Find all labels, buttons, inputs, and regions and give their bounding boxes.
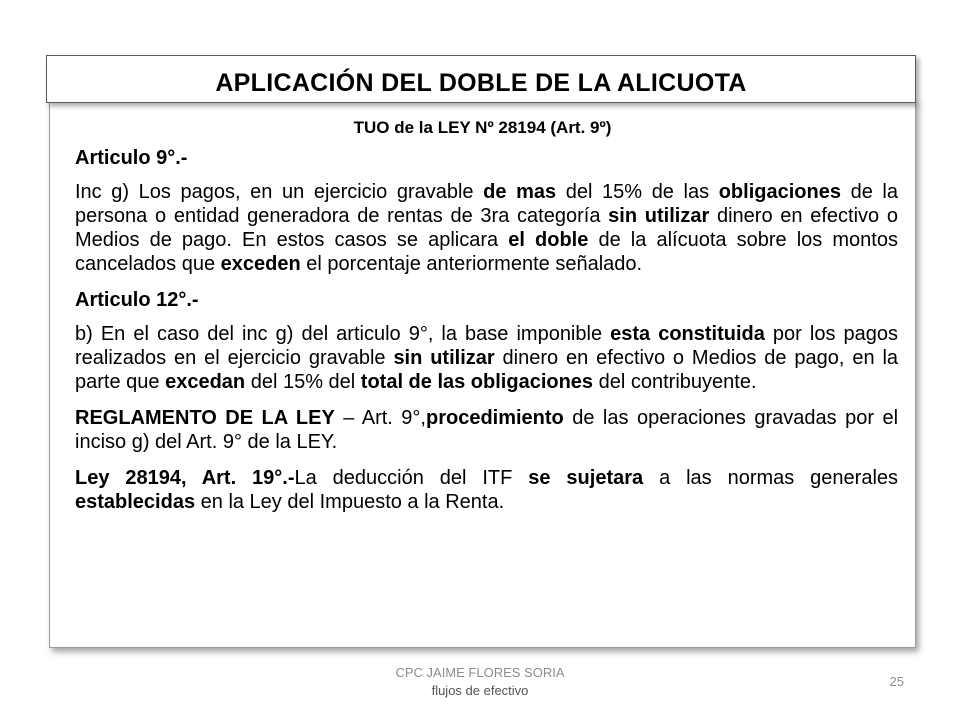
footer-author: CPC JAIME FLORES SORIA bbox=[395, 665, 565, 680]
article-12-paragraph bbox=[75, 322, 898, 394]
bold-run: REGLAMENTO DE LA LEY bbox=[75, 407, 335, 429]
footer-subtitle: flujos de efectivo bbox=[431, 683, 529, 698]
bold-run: el doble bbox=[508, 229, 589, 251]
text-run: del contribuyente. bbox=[593, 371, 757, 393]
text-run: de la persona o entidad generadora de rentas de 3ra categoría bbox=[75, 181, 898, 227]
law-subtitle: TUO de la LEY Nº 28194 (Art. 9º) bbox=[353, 118, 612, 137]
slide-title-box bbox=[46, 55, 916, 103]
text-run: dinero en efectivo o Medios de pago, en la parte que bbox=[75, 347, 899, 393]
text-run: de las operaciones gravadas por el inciso g) del Art. 9° de la LEY. bbox=[75, 407, 899, 453]
reglamento-paragraph bbox=[75, 406, 898, 454]
text-run: en la Ley del Impuesto a la Renta. bbox=[195, 491, 505, 513]
bold-run: exceden bbox=[220, 253, 301, 275]
bold-run: procedimiento bbox=[425, 407, 564, 429]
bold-run: total de las obligaciones bbox=[360, 371, 594, 393]
bold-run: sin utilizar bbox=[608, 205, 710, 227]
page-number: 25 bbox=[889, 674, 904, 689]
text-run: a las normas generales bbox=[643, 467, 899, 489]
text-run: Inc g) Los pagos, en un ejercicio gravable bbox=[75, 181, 484, 203]
bold-run: Ley 28194, Art. 19°.- bbox=[75, 467, 295, 489]
bold-run: esta constituida bbox=[610, 323, 765, 345]
bold-run: obligaciones bbox=[718, 181, 841, 203]
ley-paragraph bbox=[75, 466, 898, 514]
text-run: del 15% de las bbox=[556, 181, 719, 203]
text-run: dinero en efectivo o Medios de pago. En estos casos se aplicara bbox=[75, 205, 899, 251]
text-run: b) En el caso del inc g) del articulo 9°, la base imponible bbox=[75, 323, 611, 345]
text-run: La deducción del ITF bbox=[294, 467, 529, 489]
article-9-heading: Articulo 9°.- bbox=[75, 147, 188, 169]
body-text bbox=[75, 146, 898, 526]
text-run: de la alícuota sobre los montos cancelados que bbox=[75, 229, 898, 275]
text-run: el porcentaje anteriormente señalado. bbox=[300, 253, 643, 275]
text-run: por los pagos realizados en el ejercicio gravable bbox=[75, 323, 898, 369]
article-9-paragraph bbox=[75, 180, 898, 276]
bold-run: se sujetara bbox=[528, 467, 644, 489]
article-12-heading: Articulo 12°.- bbox=[75, 289, 199, 311]
slide-title: APLICACIÓN DEL DOBLE DE LA ALICUOTA bbox=[215, 69, 747, 97]
bold-run: excedan bbox=[165, 371, 246, 393]
bold-run: de mas bbox=[483, 181, 557, 203]
text-run: del 15% del bbox=[245, 371, 361, 393]
text-run: – Art. 9°, bbox=[334, 407, 426, 429]
content-box bbox=[49, 100, 916, 648]
bold-run: establecidas bbox=[75, 491, 196, 513]
bold-run: sin utilizar bbox=[393, 347, 495, 369]
